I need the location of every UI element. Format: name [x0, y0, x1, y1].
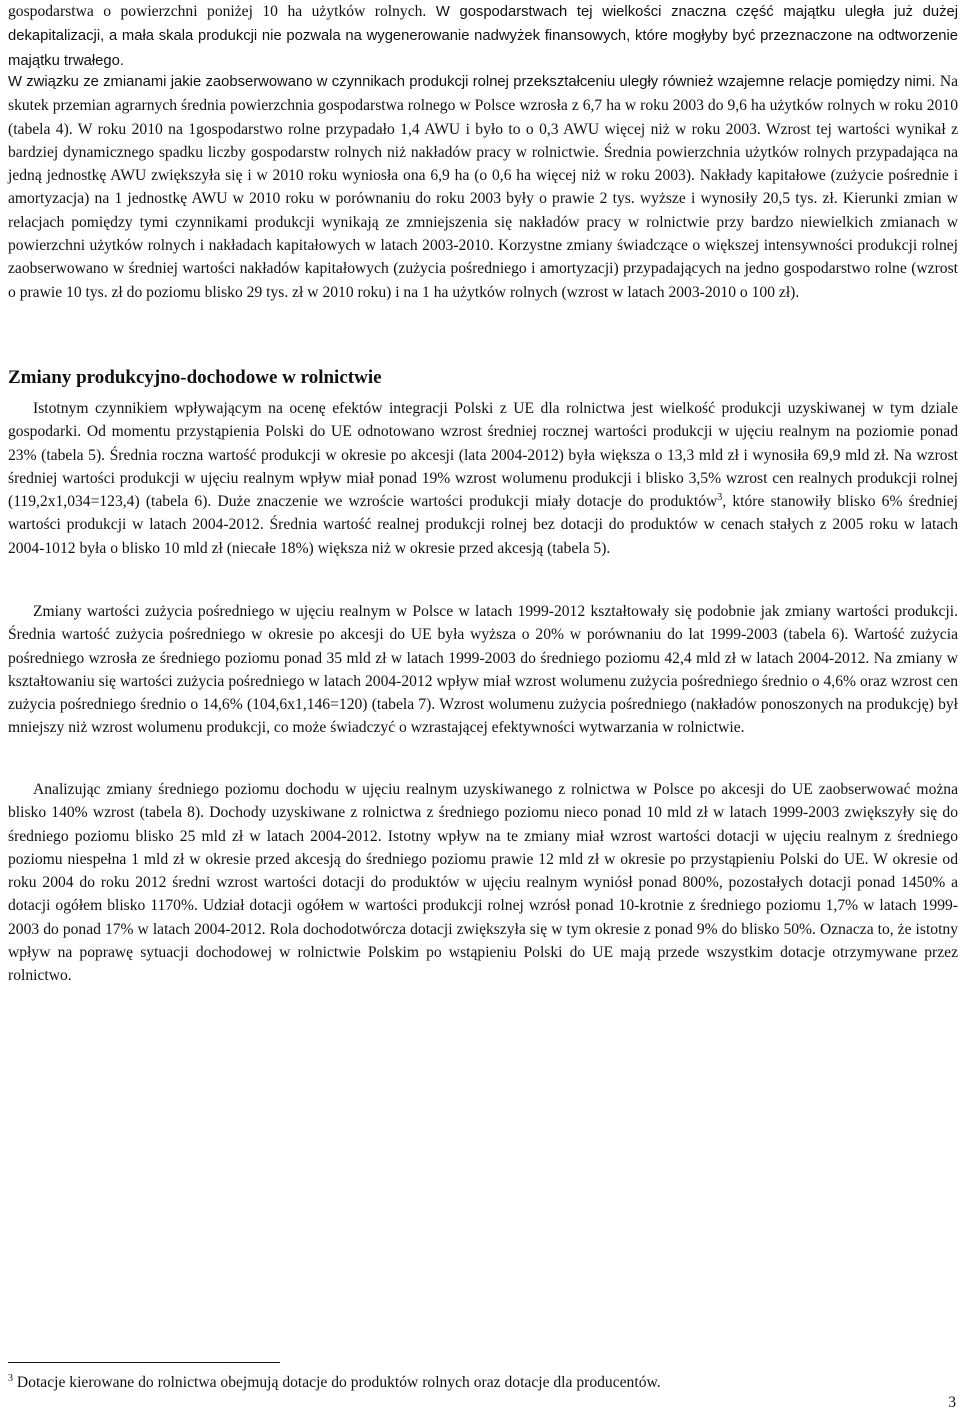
section-heading: Zmiany produkcyjno-dochodowe w rolnictwie — [8, 367, 382, 388]
paragraph-factor-relations — [8, 70, 958, 304]
footnote-reference: 3 — [717, 492, 723, 503]
paragraph-intro — [8, 0, 958, 73]
page-number: 3 — [948, 1394, 956, 1411]
factor-relations-body: Na skutek przemian agrarnych średnia powierzchnia gospodarstwa rolnego w Polsce wzrosła z 6,7 ha w roku 2003 do 9,6 ha użytków rolnych w roku 2010 (tabela 4). W roku 2010 na 1gospodarstwo rolne przypadało 1,4 AWU i było to o 0,3 AWU więcej niż w roku 2003. Wzrost tej wartości wynikał z bardziej dynamicznego spadku liczby gospodarstw rolnych niż nakładów pracy w rolnictwie. Średnia powierzchnia użytków rolnych przypadająca na jedną jednostkę AWU zwiększyła się i w 2010 roku wyniosła ona 6,9 ha (o 0,6 ha więcej niż w roku 2003). Nakłady kapitałowe (zużycie pośrednie i amortyzacja) na 1 jednostkę AWU w 2010 roku w porównaniu do roku 2003 były o prawie 2 tys. wyższe i wynosiły 20,5 tys. zł. Kierunki zmian w relacjach pomiędzy tymi czynnikami produkcji wynikają ze zmniejszenia się nakładów pracy w rolnictwie przy bardzo niewielkich zmianach w powierzchni użytków rolnych i nakładach kapitałowych w latach 2003-2010. Korzystne zmiany świadczące o większej intensywności produkcji rolnej zaobserwowano w średniej wartości nakładów kapitałowych (zużycia pośredniego i amortyzacji) przypadających na jedno gospodarstwo rolne (wzrost o prawie 10 tys. zł do poziomu blisko 29 tys. zł w 2010 roku) i na 1 ha użytków rolnych (wzrost w latach 2003-2010 o 100 zł). — [8, 73, 958, 301]
intro-sentence-1: gospodarstwa o powierzchni poniżej 10 ha użytków rolnych. — [8, 3, 436, 20]
paragraph-production-value — [8, 397, 958, 560]
factor-relations-lead: W związku ze zmianami jakie zaobserwowano w czynnikach produkcji rolnej przekształceniu uległy również wzajemne relacje pomiędzy nimi. — [8, 74, 940, 90]
footnote-divider — [8, 1362, 280, 1363]
production-value-text: Istotnym czynnikiem wpływającym na ocenę efektów integracji Polski z UE dla rolnictwa jest wielkość produkcji uzyskiwanej w tym dziale gospodarki. Od momentu przystąpienia Polski do UE odnotowano wzrost średniej rocznej wartości produkcji w ujęciu realnym na poziomie ponad 23% (tabela 5). Średnia roczna wartość produkcji w okresie po akcesji (lata 2004-2012) była większa o 13,3 mld zł i wynosiła 69,9 mld zł. Na wzrost średniej wartości produkcji w ujęciu realnym wpływ miał ponad 19% wzrost wolumenu produkcji i blisko 3,5% wzrost cen realnych produkcji rolnej (119,2x1,034=123,4) (tabela 6). Duże znaczenie we wzroście wartości produkcji miały dotacje do produktów — [8, 400, 958, 511]
production-value-text-cont: , które stanowiły blisko 6% średniej wartości produkcji w latach 2004-2012. Średnia wartość realnej produkcji rolnej bez dotacji do produktów w cenach stałych z 2005 roku w latach 2004-1012 była o blisko 10 mld zł (niecałe 18%) większa niż w okresie przed akcesją (tabela 5). — [8, 493, 958, 557]
footnote-marker: 3 — [8, 1372, 13, 1384]
footnote-text: Dotacje kierowane do rolnictwa obejmują dotacje do produktów rolnych oraz dotacje dla producentów. — [13, 1374, 661, 1391]
paragraph-intermediate-consumption: Zmiany wartości zużycia pośredniego w ujęciu realnym w Polsce w latach 1999-2012 kształtowały się podobnie jak zmiany wartości produkcji. Średnia wartość zużycia pośredniego w okresie po akcesji do UE była wyższa o 20% w porównaniu do lat 1999-2003 (tabela 6). Wartość zużycia pośredniego wzrosła ze średniego poziomu ponad 35 mld zł w latach 1999-2003 do średniego poziomu 42,4 mld zł w latach 2004-2012. Na zmiany w kształtowaniu się wartości zużycia pośredniego w latach 2004-2012 wpływ miał wzrost wolumenu zużycia pośredniego średnio o 4,6% oraz wzrost cen zużycia pośredniego średnio o 14,6% (104,6x1,146=120) (tabela 7). Wzrost wolumenu zużycia pośredniego (nakładów ponoszonych na produkcję) był mniejszy niż wzrost wolumenu produkcji, co może świadczyć o wzrastającej efektywności wytwarzania w rolnictwie. — [8, 603, 958, 737]
intro-sentence-2: W gospodarstwach tej wielkości znaczna część majątku uległa już dużej dekapitalizacji, a mała skala produkcji nie pozwala na wygenerowanie nadwyżek finansowych, które mogłyby być przeznaczone na odtworzenie majątku trwałego. — [8, 4, 959, 69]
paragraph-income: Analizując zmiany średniego poziomu dochodu w ujęciu realnym uzyskiwanego z rolnictwa w Polsce po akcesji do UE zaobserwować można blisko 140% wzrost (tabela 8). Dochody uzyskiwane z rolnictwa z średniego poziomu nieco ponad 10 mld zł w latach 1999-2003 zwiększyły się do średniego poziomu blisko 25 mld zł w latach 2004-2012. Istotny wpływ na te zmiany miał wzrost wartości dotacji w ujęciu realnym z średniego poziomu niespełna 1 mld zł w okresie przed akcesją do średniego poziomu prawie 12 mld zł w okresie po przystąpieniu Polski do UE. W okresie od roku 2004 do roku 2012 średni wzrost wartości dotacji do produktów w ujęciu realnym wyniósł ponad 800%, pozostałych dotacji ponad 1450% a dotacji ogółem blisko 1170%. Udział dotacji ogółem w wartości produkcji rolnej wzrósł ponad 10-krotnie z średniego poziomu 1,7% w latach 1999-2003 do ponad 17% w latach 2004-2012. Rola dochodotwórcza dotacji zwiększyła się w tym okresie z ponad 9% do blisko 50%. Oznacza to, że istotny wpływ na poprawę sytuacji dochodowej w rolnictwie Polskim po wstąpieniu Polski do UE mają przede wszystkim dotacje otrzymywane przez rolnictwo. — [8, 781, 958, 985]
footnote — [8, 1372, 908, 1394]
